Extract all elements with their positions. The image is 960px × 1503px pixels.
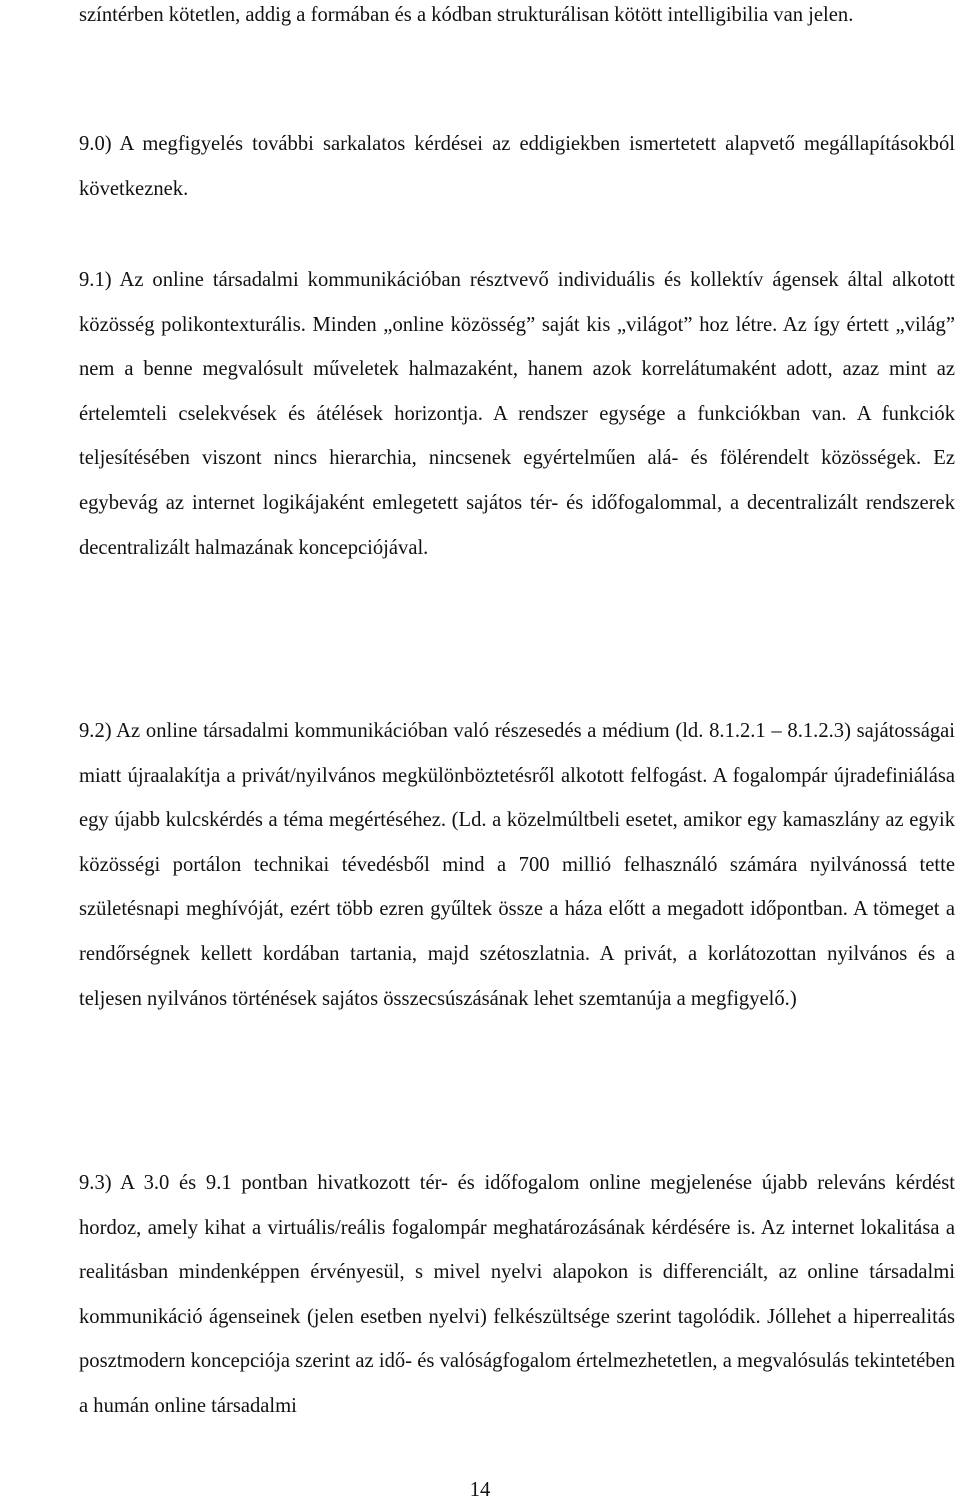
- paragraph-9-2: 9.2) Az online társadalmi kommunikációban való részesedés a médium (ld. 8.1.2.1 – 8.1.2.3) sajátosságai miatt újraalakítja a privát/nyilvános megkülönböztetésről alkotott felfogást. A fogalompár újradefiniálása egy újabb kulcskérdés a téma megértéséhez. (Ld. a közelmúltbeli esetet, amikor egy kamaszlány az egyik közösségi portálon technikai tévedésből mind a 700 millió felhasználó számára nyilvánossá tette születésnapi meghívóját, ezért több ezren gyűltek össze a háza előtt a megadott időpontban. A tömeget a rendőrségnek kellett kordában tartania, majd szétoszlatnia. A privát, a korlátozottan nyilvános és a teljesen nyilvános történések sajátos összecsúszásának lehet szemtanúja a megfigyelő.): [79, 720, 955, 1010]
- paragraph-9-0: 9.0) A megfigyelés további sarkalatos kérdései az eddigiekben ismertetett alapvető megállapításokból következnek.: [79, 133, 955, 200]
- paragraph-9-1: 9.1) Az online társadalmi kommunikációban résztvevő individuális és kollektív ágensek által alkotott közösség polikontexturális. Minden „online közösség” saját kis „világot” hoz létre. Az így értett „világ” nem a benne megvalósult műveletek halmazaként, hanem azok korrelátumaként adott, azaz mint az értelemteli cselekvések és átélések horizontja. A rendszer egysége a funkciókban van. A funkciók teljesítésében viszont nincs hierarchia, nincsenek egyértelműen alá- és fölérendelt közösségek. Ez egybevág az internet logikájaként emlegetett sajátos tér- és időfogalommal, a decentralizált rendszerek decentralizált halmazának koncepciójával.: [79, 269, 955, 559]
- page-number: 14: [469, 1479, 491, 1501]
- paragraph-9-3: 9.3) A 3.0 és 9.1 pontban hivatkozott tér- és időfogalom online megjelenése újabb releváns kérdést hordoz, amely kihat a virtuális/reális fogalompár meghatározásának kérdésére is. Az internet lokalitása a realitásban mindenképpen érvényesül, s mivel nyelvi alapokon is differenciált, az online társadalmi kommunikáció ágenseinek (jelen esetben nyelvi) felkészültsége szerint tagolódik. Jóllehet a hiperrealitás posztmodern koncepciója szerint az idő- és valóságfogalom értelmezhetetlen, a megvalósulás tekintetében a humán online társadalmi: [79, 1172, 955, 1417]
- paragraph-continuation: színtérben kötetlen, addig a formában és a kódban strukturálisan kötött intelligibilia van jelen.: [79, 4, 854, 26]
